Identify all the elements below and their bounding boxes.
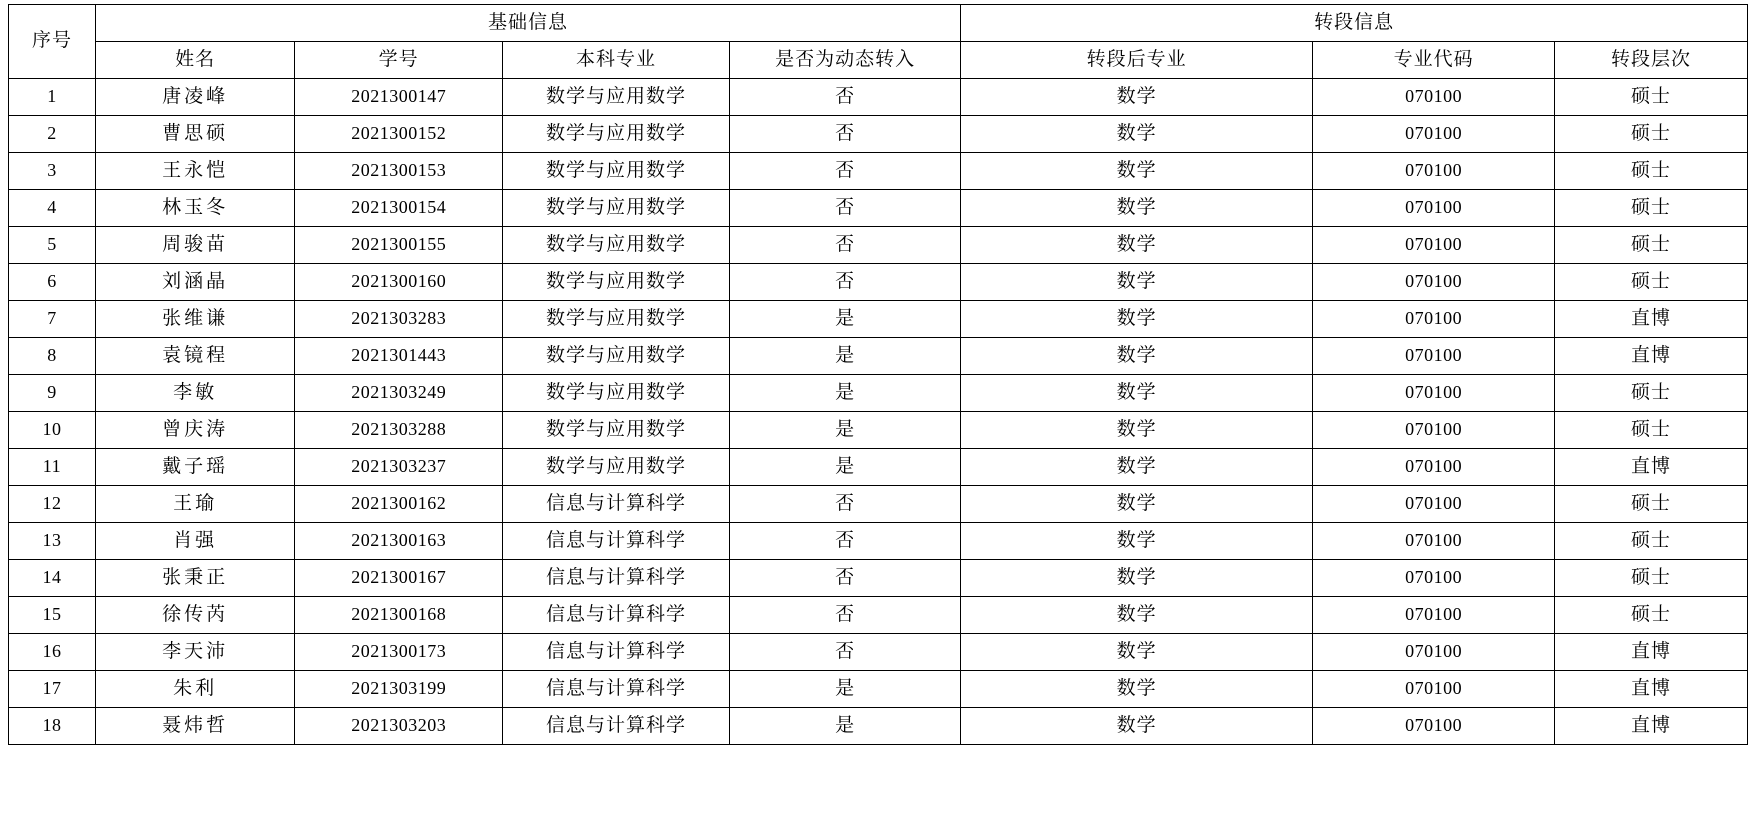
cell-name: 曾庆涛 — [95, 412, 294, 449]
cell-major-code: 070100 — [1313, 708, 1555, 745]
cell-index: 5 — [9, 227, 96, 264]
cell-major-after: 数学 — [961, 375, 1313, 412]
cell-major-code: 070100 — [1313, 486, 1555, 523]
group-header-basic-info: 基础信息 — [95, 5, 960, 42]
cell-index: 9 — [9, 375, 96, 412]
cell-name: 张维谦 — [95, 301, 294, 338]
table-row — [9, 708, 1748, 745]
table-row — [9, 671, 1748, 708]
cell-undergrad-major: 数学与应用数学 — [503, 301, 730, 338]
cell-undergrad-major: 信息与计算科学 — [503, 597, 730, 634]
cell-major-after: 数学 — [961, 708, 1313, 745]
cell-undergrad-major: 数学与应用数学 — [503, 190, 730, 227]
cell-level: 硕士 — [1554, 153, 1747, 190]
cell-major-after: 数学 — [961, 79, 1313, 116]
cell-level: 直博 — [1554, 449, 1747, 486]
cell-major-code: 070100 — [1313, 449, 1555, 486]
cell-index: 13 — [9, 523, 96, 560]
cell-major-after: 数学 — [961, 153, 1313, 190]
cell-level: 硕士 — [1554, 116, 1747, 153]
cell-level: 硕士 — [1554, 227, 1747, 264]
cell-name: 唐凌峰 — [95, 79, 294, 116]
cell-student-id: 2021303283 — [295, 301, 503, 338]
cell-major-code: 070100 — [1313, 412, 1555, 449]
group-header-transfer-info: 转段信息 — [961, 5, 1748, 42]
cell-major-code: 070100 — [1313, 634, 1555, 671]
cell-undergrad-major: 信息与计算科学 — [503, 560, 730, 597]
cell-level: 直博 — [1554, 338, 1747, 375]
cell-major-after: 数学 — [961, 597, 1313, 634]
cell-student-id: 2021300173 — [295, 634, 503, 671]
table-row — [9, 560, 1748, 597]
cell-major-after: 数学 — [961, 227, 1313, 264]
cell-index: 11 — [9, 449, 96, 486]
cell-major-code: 070100 — [1313, 597, 1555, 634]
cell-undergrad-major: 信息与计算科学 — [503, 671, 730, 708]
cell-major-after: 数学 — [961, 190, 1313, 227]
table-row — [9, 153, 1748, 190]
cell-undergrad-major: 数学与应用数学 — [503, 375, 730, 412]
cell-index: 7 — [9, 301, 96, 338]
cell-undergrad-major: 信息与计算科学 — [503, 634, 730, 671]
cell-dynamic-transfer: 否 — [730, 227, 961, 264]
table-group-header-row — [9, 5, 1748, 42]
table-body — [9, 79, 1748, 745]
cell-dynamic-transfer: 是 — [730, 338, 961, 375]
cell-student-id: 2021300154 — [295, 190, 503, 227]
cell-major-after: 数学 — [961, 449, 1313, 486]
cell-name: 聂炜哲 — [95, 708, 294, 745]
cell-level: 硕士 — [1554, 190, 1747, 227]
cell-major-code: 070100 — [1313, 116, 1555, 153]
cell-name: 李敏 — [95, 375, 294, 412]
cell-major-code: 070100 — [1313, 153, 1555, 190]
table-header — [9, 5, 1748, 79]
cell-major-code: 070100 — [1313, 79, 1555, 116]
student-transfer-table — [8, 4, 1748, 745]
table-row — [9, 486, 1748, 523]
table-row — [9, 597, 1748, 634]
column-header-student-id: 学号 — [295, 42, 503, 79]
cell-student-id: 2021303249 — [295, 375, 503, 412]
cell-major-after: 数学 — [961, 412, 1313, 449]
cell-dynamic-transfer: 是 — [730, 671, 961, 708]
cell-name: 徐传芮 — [95, 597, 294, 634]
cell-level: 直博 — [1554, 708, 1747, 745]
cell-name: 周骏苗 — [95, 227, 294, 264]
column-header-name: 姓名 — [95, 42, 294, 79]
cell-level: 硕士 — [1554, 412, 1747, 449]
cell-undergrad-major: 数学与应用数学 — [503, 338, 730, 375]
column-header-level: 转段层次 — [1554, 42, 1747, 79]
table-row — [9, 301, 1748, 338]
cell-dynamic-transfer: 否 — [730, 79, 961, 116]
cell-undergrad-major: 数学与应用数学 — [503, 412, 730, 449]
cell-major-code: 070100 — [1313, 301, 1555, 338]
column-header-major-after: 转段后专业 — [961, 42, 1313, 79]
cell-level: 硕士 — [1554, 375, 1747, 412]
cell-level: 硕士 — [1554, 597, 1747, 634]
cell-level: 硕士 — [1554, 264, 1747, 301]
cell-index: 2 — [9, 116, 96, 153]
table-sub-header-row — [9, 42, 1748, 79]
cell-dynamic-transfer: 否 — [730, 264, 961, 301]
cell-dynamic-transfer: 是 — [730, 375, 961, 412]
cell-dynamic-transfer: 否 — [730, 523, 961, 560]
cell-dynamic-transfer: 否 — [730, 153, 961, 190]
cell-index: 4 — [9, 190, 96, 227]
column-header-index: 序号 — [9, 5, 96, 79]
cell-student-id: 2021300155 — [295, 227, 503, 264]
cell-dynamic-transfer: 否 — [730, 634, 961, 671]
cell-dynamic-transfer: 否 — [730, 560, 961, 597]
cell-name: 张秉正 — [95, 560, 294, 597]
cell-index: 17 — [9, 671, 96, 708]
cell-student-id: 2021300163 — [295, 523, 503, 560]
cell-name: 朱利 — [95, 671, 294, 708]
table-row — [9, 338, 1748, 375]
cell-index: 1 — [9, 79, 96, 116]
cell-index: 10 — [9, 412, 96, 449]
cell-index: 8 — [9, 338, 96, 375]
cell-dynamic-transfer: 是 — [730, 412, 961, 449]
cell-level: 硕士 — [1554, 560, 1747, 597]
cell-level: 硕士 — [1554, 523, 1747, 560]
cell-undergrad-major: 信息与计算科学 — [503, 486, 730, 523]
cell-dynamic-transfer: 否 — [730, 597, 961, 634]
cell-undergrad-major: 信息与计算科学 — [503, 708, 730, 745]
cell-name: 袁镜程 — [95, 338, 294, 375]
cell-major-after: 数学 — [961, 671, 1313, 708]
cell-undergrad-major: 数学与应用数学 — [503, 79, 730, 116]
cell-level: 硕士 — [1554, 486, 1747, 523]
cell-name: 王瑜 — [95, 486, 294, 523]
cell-major-code: 070100 — [1313, 338, 1555, 375]
cell-major-code: 070100 — [1313, 375, 1555, 412]
cell-undergrad-major: 数学与应用数学 — [503, 264, 730, 301]
cell-name: 刘涵晶 — [95, 264, 294, 301]
cell-undergrad-major: 数学与应用数学 — [503, 153, 730, 190]
cell-student-id: 2021303203 — [295, 708, 503, 745]
cell-major-code: 070100 — [1313, 671, 1555, 708]
cell-index: 18 — [9, 708, 96, 745]
cell-student-id: 2021300168 — [295, 597, 503, 634]
cell-major-after: 数学 — [961, 634, 1313, 671]
cell-level: 直博 — [1554, 301, 1747, 338]
cell-level: 直博 — [1554, 634, 1747, 671]
cell-dynamic-transfer: 否 — [730, 486, 961, 523]
cell-level: 直博 — [1554, 671, 1747, 708]
table-row — [9, 190, 1748, 227]
cell-major-code: 070100 — [1313, 227, 1555, 264]
cell-dynamic-transfer: 是 — [730, 301, 961, 338]
cell-undergrad-major: 数学与应用数学 — [503, 116, 730, 153]
cell-student-id: 2021300167 — [295, 560, 503, 597]
cell-student-id: 2021301443 — [295, 338, 503, 375]
cell-student-id: 2021300147 — [295, 79, 503, 116]
cell-student-id: 2021300152 — [295, 116, 503, 153]
cell-index: 6 — [9, 264, 96, 301]
column-header-undergrad-major: 本科专业 — [503, 42, 730, 79]
cell-name: 戴子瑶 — [95, 449, 294, 486]
cell-undergrad-major: 数学与应用数学 — [503, 227, 730, 264]
cell-major-code: 070100 — [1313, 264, 1555, 301]
cell-name: 曹思硕 — [95, 116, 294, 153]
table-row — [9, 523, 1748, 560]
cell-level: 硕士 — [1554, 79, 1747, 116]
cell-name: 肖强 — [95, 523, 294, 560]
cell-dynamic-transfer: 否 — [730, 190, 961, 227]
cell-major-after: 数学 — [961, 301, 1313, 338]
cell-index: 15 — [9, 597, 96, 634]
cell-student-id: 2021300153 — [295, 153, 503, 190]
cell-major-after: 数学 — [961, 523, 1313, 560]
cell-dynamic-transfer: 是 — [730, 708, 961, 745]
table-row — [9, 227, 1748, 264]
cell-student-id: 2021303237 — [295, 449, 503, 486]
cell-major-code: 070100 — [1313, 523, 1555, 560]
table-row — [9, 375, 1748, 412]
cell-index: 14 — [9, 560, 96, 597]
cell-index: 12 — [9, 486, 96, 523]
cell-dynamic-transfer: 否 — [730, 116, 961, 153]
cell-index: 16 — [9, 634, 96, 671]
table-row — [9, 116, 1748, 153]
cell-name: 王永恺 — [95, 153, 294, 190]
cell-student-id: 2021300160 — [295, 264, 503, 301]
cell-name: 李天沛 — [95, 634, 294, 671]
cell-dynamic-transfer: 是 — [730, 449, 961, 486]
cell-major-code: 070100 — [1313, 190, 1555, 227]
cell-undergrad-major: 数学与应用数学 — [503, 449, 730, 486]
cell-major-after: 数学 — [961, 264, 1313, 301]
table-row — [9, 634, 1748, 671]
cell-major-after: 数学 — [961, 560, 1313, 597]
cell-name: 林玉冬 — [95, 190, 294, 227]
column-header-dynamic-transfer: 是否为动态转入 — [730, 42, 961, 79]
cell-major-after: 数学 — [961, 486, 1313, 523]
cell-undergrad-major: 信息与计算科学 — [503, 523, 730, 560]
cell-index: 3 — [9, 153, 96, 190]
cell-major-after: 数学 — [961, 116, 1313, 153]
table-row — [9, 412, 1748, 449]
table-row — [9, 264, 1748, 301]
cell-major-after: 数学 — [961, 338, 1313, 375]
cell-major-code: 070100 — [1313, 560, 1555, 597]
cell-student-id: 2021300162 — [295, 486, 503, 523]
column-header-major-code: 专业代码 — [1313, 42, 1555, 79]
cell-student-id: 2021303288 — [295, 412, 503, 449]
cell-student-id: 2021303199 — [295, 671, 503, 708]
table-row — [9, 449, 1748, 486]
table-row — [9, 79, 1748, 116]
